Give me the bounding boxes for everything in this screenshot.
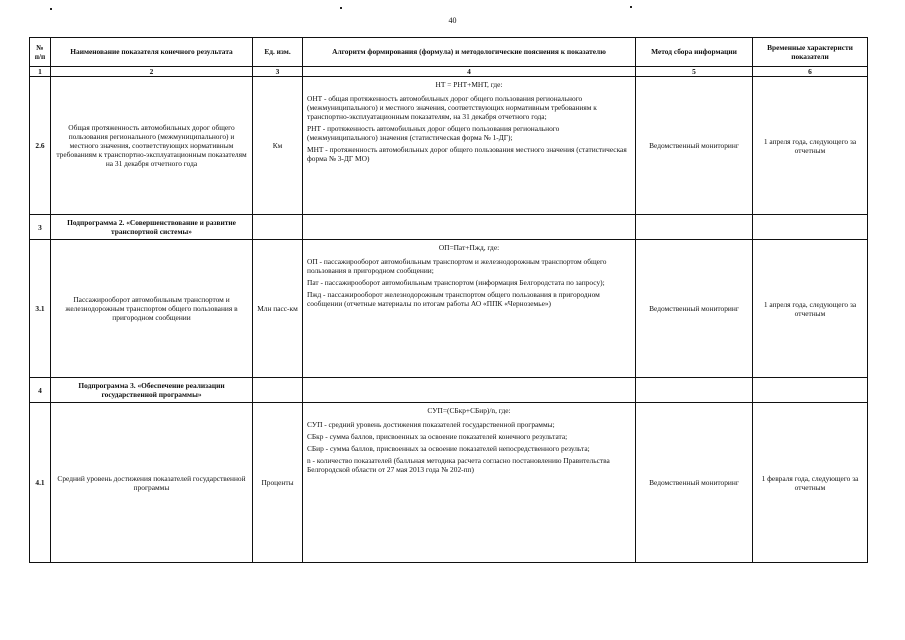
empty-cell <box>253 215 303 240</box>
explanation: ОНТ - общая протяженность автомобильных дорог общего пользования регионального (межмуниципального) и местного значения, соответствующих нормативным требованиям к транспортно-эксплуатационным показателям, на 31 декабря отчетного года; <box>307 94 597 122</box>
collection-method: Ведомственный мониторинг <box>636 77 753 215</box>
time-characteristic: 1 апреля года, следующего за отчетным <box>753 77 868 215</box>
empty-cell <box>253 378 303 403</box>
empty-cell <box>753 215 868 240</box>
column-number: 3 <box>253 67 303 77</box>
header-algorithm: Алгоритм формирования (формула) и методологические пояснения к показателю <box>303 38 636 67</box>
subprogram-row <box>30 378 868 403</box>
explanation: Пжд - пассажирооборот железнодорожным транспортом общего пользования в пригородном сообщении (отчетные материалы по итогам работы АО «ППК «Черноземье») <box>307 290 600 309</box>
explanation: СУП - средний уровень достижения показателей государственной программы; <box>307 420 555 430</box>
explanation: РНТ - протяженность автомобильных дорог общего пользования регионального (межмуниципального) значения (статистическая форма № 1-ДГ); <box>307 124 560 143</box>
column-number: 5 <box>636 67 753 77</box>
table-row <box>30 240 868 378</box>
header-method: Метод сбора информации <box>636 38 753 67</box>
unit: Млн пасс-км <box>253 240 303 378</box>
formula: СУП=(СБкр+СБир)/n, где: <box>427 406 511 416</box>
subprogram-row <box>30 215 868 240</box>
indicator-name: Пассажирооборот автомобильным транспортом и железнодорожным транспортом общего пользования в пригородном сообщении <box>51 240 253 378</box>
scan-speck <box>50 8 52 10</box>
explanation: СБир - сумма баллов, присвоенных за освоение показателей непосредственного результа; <box>307 444 590 454</box>
row-number: 3.1 <box>30 240 51 378</box>
time-characteristic: 1 февраля года, следующего за отчетным <box>753 403 868 563</box>
empty-cell <box>636 378 753 403</box>
empty-cell <box>753 378 868 403</box>
indicator-name: Средний уровень достижения показателей государственной программы <box>51 403 253 563</box>
row-number: 4 <box>30 378 51 403</box>
explanation: Пат - пассажирооборот автомобильным транспортом (информация Белгородстата по запросу); <box>307 278 605 288</box>
subprogram-title: Подпрограмма 3. «Обеспечение реализации государственной программы» <box>51 378 253 403</box>
empty-cell <box>303 378 636 403</box>
header-num: № п/п <box>30 38 51 67</box>
subprogram-title: Подпрограмма 2. «Совершенствование и развитие транспортной системы» <box>51 215 253 240</box>
algorithm-cell <box>303 77 636 215</box>
explanation: МНТ - протяженность автомобильных дорог общего пользования местного значения (статистическая форма № 3-ДГ МО) <box>307 145 627 164</box>
time-characteristic: 1 апреля года, следующего за отчетным <box>753 240 868 378</box>
header-row <box>30 38 868 67</box>
indicator-name: Общая протяженность автомобильных дорог общего пользования регионального (межмуниципального) и местного значения, соответствующих нормативным требованиям к транспортно-эксплуатационным показателям на 31 декабря отчетного года <box>51 77 253 215</box>
unit: Проценты <box>253 403 303 563</box>
collection-method: Ведомственный мониторинг <box>636 403 753 563</box>
table-row <box>30 403 868 563</box>
algorithm-cell <box>303 403 636 563</box>
table-row <box>30 77 868 215</box>
column-number: 1 <box>30 67 51 77</box>
scan-speck <box>630 6 632 8</box>
empty-cell <box>636 215 753 240</box>
header-time: Временные характеристи показатели <box>753 38 868 67</box>
column-number: 4 <box>303 67 636 77</box>
formula: НТ = РНТ+МНТ, где: <box>435 80 503 90</box>
indicator-table <box>29 37 868 563</box>
algorithm-cell <box>303 240 636 378</box>
explanation: СБкр - сумма баллов, присвоенных за освоение показателей конечного результата; <box>307 432 568 442</box>
formula: ОП=Пат+Пжд, где: <box>438 243 500 253</box>
row-number: 2.6 <box>30 77 51 215</box>
empty-cell <box>303 215 636 240</box>
explanation: ОП - пассажирооборот автомобильным транспортом и железнодорожным транспортом общего пользования в пригородном сообщении; <box>307 257 607 276</box>
column-number: 2 <box>51 67 253 77</box>
collection-method: Ведомственный мониторинг <box>636 240 753 378</box>
scan-speck <box>340 7 342 9</box>
row-number: 4.1 <box>30 403 51 563</box>
column-number: 6 <box>753 67 868 77</box>
unit: Км <box>253 77 303 215</box>
header-indicator-name: Наименование показателя конечного результата <box>51 38 253 67</box>
column-number-row <box>30 67 868 77</box>
header-unit: Ед. изм. <box>253 38 303 67</box>
row-number: 3 <box>30 215 51 240</box>
explanation: n - количество показателей (балльная методика расчета согласно постановлению Правительства Белгородской области от 27 мая 2013 года № 202-пп) <box>307 456 610 475</box>
page-number: 40 <box>448 16 457 25</box>
